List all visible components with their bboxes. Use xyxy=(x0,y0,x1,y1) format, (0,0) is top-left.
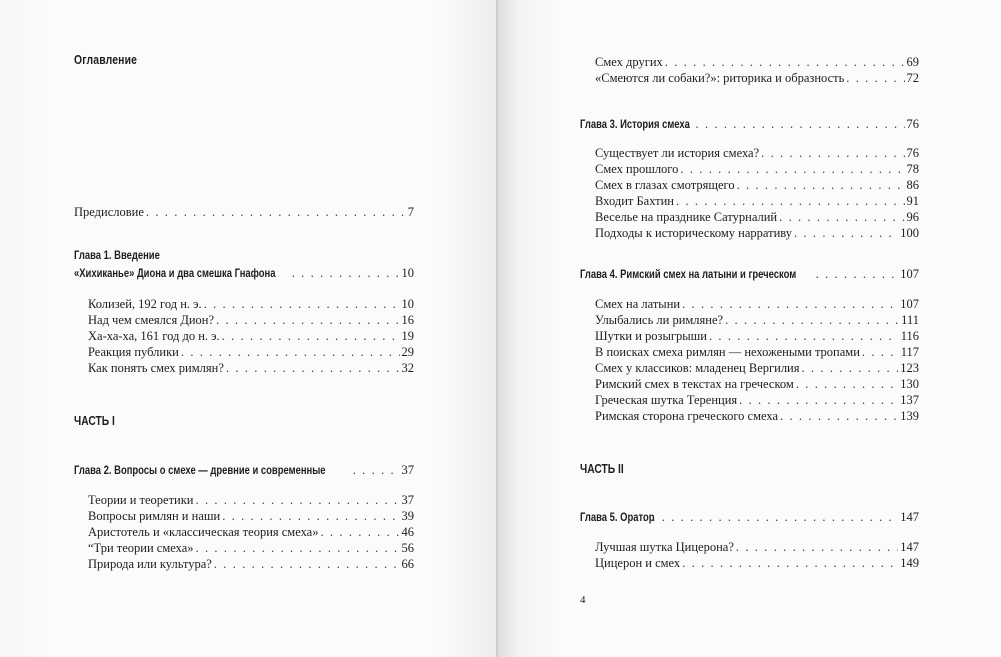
toc-entry-chapter-5[interactable] xyxy=(580,509,919,526)
dot-leader xyxy=(779,209,904,226)
dot-leader xyxy=(739,392,898,409)
toc-entry[interactable] xyxy=(88,360,414,377)
toc-entry-title: Теории и теоретики xyxy=(88,493,194,507)
toc-entry[interactable] xyxy=(595,145,919,162)
toc-entry[interactable] xyxy=(595,376,919,393)
dot-leader xyxy=(736,539,898,556)
dot-leader xyxy=(796,376,898,393)
toc-entry[interactable] xyxy=(595,408,919,425)
toc-entry-title: “Три теории смеха» xyxy=(88,541,194,555)
toc-entry-page: 91 xyxy=(906,194,919,208)
dot-leader xyxy=(682,555,898,572)
dot-leader xyxy=(643,509,898,526)
toc-entry[interactable] xyxy=(595,555,919,572)
toc-entry[interactable] xyxy=(595,296,919,313)
dot-leader xyxy=(204,296,400,313)
toc-entry-title: Лучшая шутка Цицерона? xyxy=(595,540,734,554)
toc-entry[interactable] xyxy=(595,193,919,210)
dot-leader xyxy=(686,116,904,133)
toc-entry-page: 66 xyxy=(401,557,414,571)
right-page xyxy=(498,0,1001,657)
toc-entry[interactable] xyxy=(595,177,919,194)
dot-leader xyxy=(292,265,400,282)
dot-leader xyxy=(780,408,898,425)
toc-entry-page: 147 xyxy=(900,540,919,554)
toc-entry-title: Смех на латыни xyxy=(595,297,681,311)
dot-leader xyxy=(725,312,899,329)
toc-entry-title: Улыбались ли римляне? xyxy=(595,313,724,327)
toc-entry-page: 37 xyxy=(401,493,414,507)
toc-entry[interactable] xyxy=(595,70,919,87)
toc-entry-title: «Хихиканье» Диона и два смешка Гнафона xyxy=(74,268,276,280)
toc-entry-page: 123 xyxy=(900,361,919,375)
toc-entry[interactable] xyxy=(88,296,414,313)
toc-entry[interactable] xyxy=(595,328,919,345)
toc-entry-page: 130 xyxy=(900,377,919,391)
toc-entry-page: 72 xyxy=(906,71,919,85)
dot-leader xyxy=(680,161,904,178)
toc-entry-page: 111 xyxy=(901,313,919,327)
toc-entry[interactable] xyxy=(595,54,919,71)
toc-entry-title: Существует ли история смеха? xyxy=(595,146,760,160)
toc-entry-chapter-4[interactable] xyxy=(580,266,919,283)
toc-entry[interactable] xyxy=(88,312,414,329)
toc-entry-title: «Смеются ли собаки?»: риторика и образность xyxy=(595,71,845,85)
toc-entry-page: 76 xyxy=(906,117,919,131)
dot-leader xyxy=(196,492,400,509)
toc-entry-title: Смех у классиков: младенец Вергилия xyxy=(595,361,800,375)
dot-leader xyxy=(802,360,899,377)
toc-entry-page: 149 xyxy=(900,556,919,570)
toc-entry-title: Веселье на празднике Сатурналий xyxy=(595,210,778,224)
chapter-1-heading: Глава 1. Введение xyxy=(74,250,160,262)
toc-entry[interactable] xyxy=(88,328,414,345)
dot-leader xyxy=(146,204,406,221)
toc-entry-page: 116 xyxy=(900,329,919,343)
dot-leader xyxy=(676,193,905,210)
toc-entry[interactable] xyxy=(88,492,414,509)
toc-entry-page: 117 xyxy=(900,345,919,359)
toc-entry-title: В поисках смеха римлян — нехожеными тропами xyxy=(595,345,860,359)
toc-entry-title: Аристотель и «классическая теория смеха» xyxy=(88,525,319,539)
toc-entry[interactable] xyxy=(595,360,919,377)
toc-entry-title: Римская сторона греческого смеха xyxy=(595,409,779,423)
toc-entry-preface[interactable] xyxy=(74,204,414,221)
dot-leader xyxy=(226,360,400,377)
toc-entry-page: 86 xyxy=(906,178,919,192)
dot-leader xyxy=(353,462,400,479)
toc-entry-title: Глава 3. История смеха xyxy=(580,119,690,131)
toc-entry[interactable] xyxy=(595,225,919,242)
toc-entry[interactable] xyxy=(88,508,414,525)
toc-entry-title: Глава 5. Оратор xyxy=(580,512,655,524)
toc-entry-page: 139 xyxy=(900,409,919,423)
toc-entry[interactable] xyxy=(88,556,414,573)
toc-entry[interactable] xyxy=(595,344,919,361)
toc-entry-page: 107 xyxy=(900,297,919,311)
toc-entry-page: 78 xyxy=(906,162,919,176)
toc-entry-page: 37 xyxy=(401,463,414,477)
toc-entry-title: Глава 4. Римский смех на латыни и греческом xyxy=(580,269,797,281)
toc-entry-title: Глава 2. Вопросы о смехе — древние и современные xyxy=(74,465,326,477)
toc-entry-page: 147 xyxy=(900,510,919,524)
toc-entry-title: Над чем смеялся Дион? xyxy=(88,313,215,327)
dot-leader xyxy=(665,54,905,71)
page-number: 4 xyxy=(580,594,586,606)
toc-entry[interactable] xyxy=(595,539,919,556)
toc-entry-title: Реакция публики xyxy=(88,345,179,359)
toc-entry-title: Смех в глазах смотрящего xyxy=(595,178,735,192)
toc-entry-page: 76 xyxy=(906,146,919,160)
dot-leader xyxy=(196,540,400,557)
toc-entry-page: 10 xyxy=(401,297,414,311)
dot-leader xyxy=(222,328,400,345)
toc-entry-chapter-1[interactable] xyxy=(74,265,414,282)
part-2-heading: ЧАСТЬ II xyxy=(580,462,624,476)
toc-entry-chapter-2[interactable] xyxy=(74,462,414,479)
toc-entry-page: 56 xyxy=(401,541,414,555)
toc-entry-title: Подходы к историческому нарративу xyxy=(595,226,793,240)
toc-entry-title: Входит Бахтин xyxy=(595,194,674,208)
toc-entry[interactable] xyxy=(595,392,919,409)
toc-entry-title: Вопросы римлян и наши xyxy=(88,509,221,523)
toc-entry-title: Предисловие xyxy=(74,205,144,219)
toc-entry[interactable] xyxy=(595,161,919,178)
toc-entry-page: 19 xyxy=(401,329,414,343)
dot-leader xyxy=(181,344,400,361)
toc-entry-chapter-3[interactable] xyxy=(580,116,919,133)
dot-leader xyxy=(682,296,898,313)
toc-entry-page: 137 xyxy=(900,393,919,407)
toc-entry-page: 69 xyxy=(906,55,919,69)
toc-entry-page: 96 xyxy=(906,210,919,224)
toc-entry[interactable] xyxy=(595,312,919,329)
dot-leader xyxy=(794,225,898,242)
toc-entry[interactable] xyxy=(88,524,414,541)
dot-leader xyxy=(737,177,905,194)
dot-leader xyxy=(846,70,904,87)
dot-leader xyxy=(862,344,899,361)
toc-entry-page: 7 xyxy=(407,205,414,219)
part-1-heading: ЧАСТЬ I xyxy=(74,414,115,428)
toc-entry-title: Шутки и розыгрыши xyxy=(595,329,707,343)
toc-entry-title: Ха-ха-ха, 161 год до н. э. xyxy=(88,329,220,343)
dot-leader xyxy=(216,312,399,329)
toc-entry-title: Как понять смех римлян? xyxy=(88,361,224,375)
toc-entry-page: 46 xyxy=(401,525,414,539)
toc-entry[interactable] xyxy=(88,344,414,361)
toc-entry-title: Греческая шутка Теренция xyxy=(595,393,738,407)
toc-entry[interactable] xyxy=(88,540,414,557)
dot-leader xyxy=(761,145,904,162)
dot-leader xyxy=(816,266,899,283)
dot-leader xyxy=(214,556,400,573)
toc-entry-page: 16 xyxy=(401,313,414,327)
toc-entry-title: Природа или культура? xyxy=(88,557,212,571)
toc-entry-page: 39 xyxy=(401,509,414,523)
page-title: Оглавление xyxy=(74,52,138,67)
toc-entry[interactable] xyxy=(595,209,919,226)
toc-entry-title: Колизей, 192 год н. э. xyxy=(88,297,202,311)
toc-entry-page: 10 xyxy=(401,266,414,280)
dot-leader xyxy=(320,524,399,541)
left-page xyxy=(0,0,498,657)
toc-entry-page: 29 xyxy=(401,345,414,359)
toc-entry-title: Цицерон и смех xyxy=(595,556,681,570)
dot-leader xyxy=(709,328,899,345)
toc-entry-page: 107 xyxy=(900,267,919,281)
toc-entry-title: Римский смех в текстах на греческом xyxy=(595,377,794,391)
toc-entry-title: Смех прошлого xyxy=(595,162,679,176)
toc-entry-page: 100 xyxy=(900,226,919,240)
toc-entry-page: 32 xyxy=(401,361,414,375)
dot-leader xyxy=(222,508,399,525)
toc-entry-title: Смех других xyxy=(595,55,663,69)
